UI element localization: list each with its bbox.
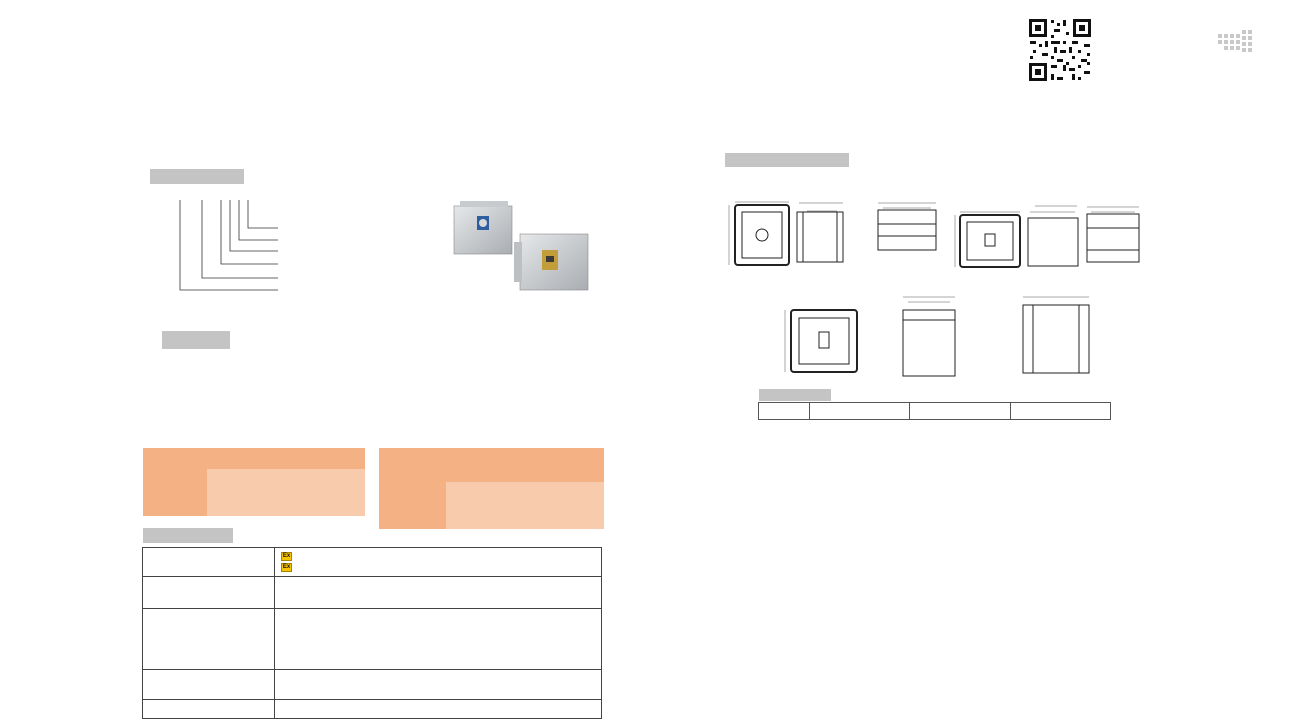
division-row-label (379, 482, 446, 507)
table-cell (143, 448, 207, 469)
ul-header (446, 448, 604, 465)
use-row-label (379, 507, 446, 529)
tech-key (143, 577, 275, 609)
use-cell (446, 507, 472, 529)
table-cell (379, 448, 446, 482)
tech-value (275, 609, 602, 670)
use-cell (339, 494, 365, 516)
use-cell (525, 507, 551, 529)
dimensional-drawings (715, 180, 1175, 390)
ordering-bracket-lines (150, 198, 290, 298)
atex-header (207, 448, 365, 469)
tech-right-header-cell (759, 403, 810, 420)
zone-cell (260, 469, 286, 494)
use-cell (207, 494, 233, 516)
technical-data-right-label (759, 389, 831, 401)
use-cell (260, 494, 286, 516)
use-cell (312, 494, 338, 516)
use-cell (286, 494, 312, 516)
tech-right-header-cell (1010, 403, 1110, 420)
ul-class (499, 465, 552, 482)
atex-zone-table (143, 448, 365, 516)
product-photo (450, 198, 590, 294)
ordering-guide-label (150, 169, 244, 184)
use-row-label (143, 494, 207, 516)
ul-class (446, 465, 499, 482)
zone-cell (286, 469, 312, 494)
qr-code-icon (1027, 17, 1093, 83)
tech-right-header-cell (910, 403, 1010, 420)
division-cell (525, 482, 551, 507)
use-cell (551, 507, 577, 529)
technical-data-label (143, 528, 233, 543)
logo-grid-icon (1218, 30, 1252, 58)
division-cell (446, 482, 472, 507)
tech-key (143, 609, 275, 670)
technical-data-table (142, 547, 602, 719)
division-cell (499, 482, 525, 507)
tech-value (275, 670, 602, 700)
technical-data-right-table (758, 402, 1111, 420)
tech-key (143, 670, 275, 700)
tech-value (275, 548, 602, 577)
ul1203-table (379, 448, 604, 529)
ex-mark-icon: Ex (282, 563, 291, 570)
zone-cell (312, 469, 338, 494)
use-cell (578, 507, 604, 529)
dimensional-drawings-label (725, 153, 849, 167)
zone-row-label (143, 469, 207, 494)
use-cell (472, 507, 498, 529)
features-label (162, 331, 230, 349)
zone-cell (207, 469, 233, 494)
ex-mark-icon: Ex (282, 552, 291, 559)
tech-key (143, 700, 275, 719)
use-cell (233, 494, 259, 516)
tech-key (143, 548, 275, 577)
division-cell (578, 482, 604, 507)
division-cell (472, 482, 498, 507)
division-cell (551, 482, 577, 507)
ul-class (551, 465, 604, 482)
use-cell (499, 507, 525, 529)
zone-cell (233, 469, 259, 494)
tech-right-header-cell (810, 403, 910, 420)
zone-cell (339, 469, 365, 494)
tech-value (275, 700, 602, 719)
tech-value (275, 577, 602, 609)
